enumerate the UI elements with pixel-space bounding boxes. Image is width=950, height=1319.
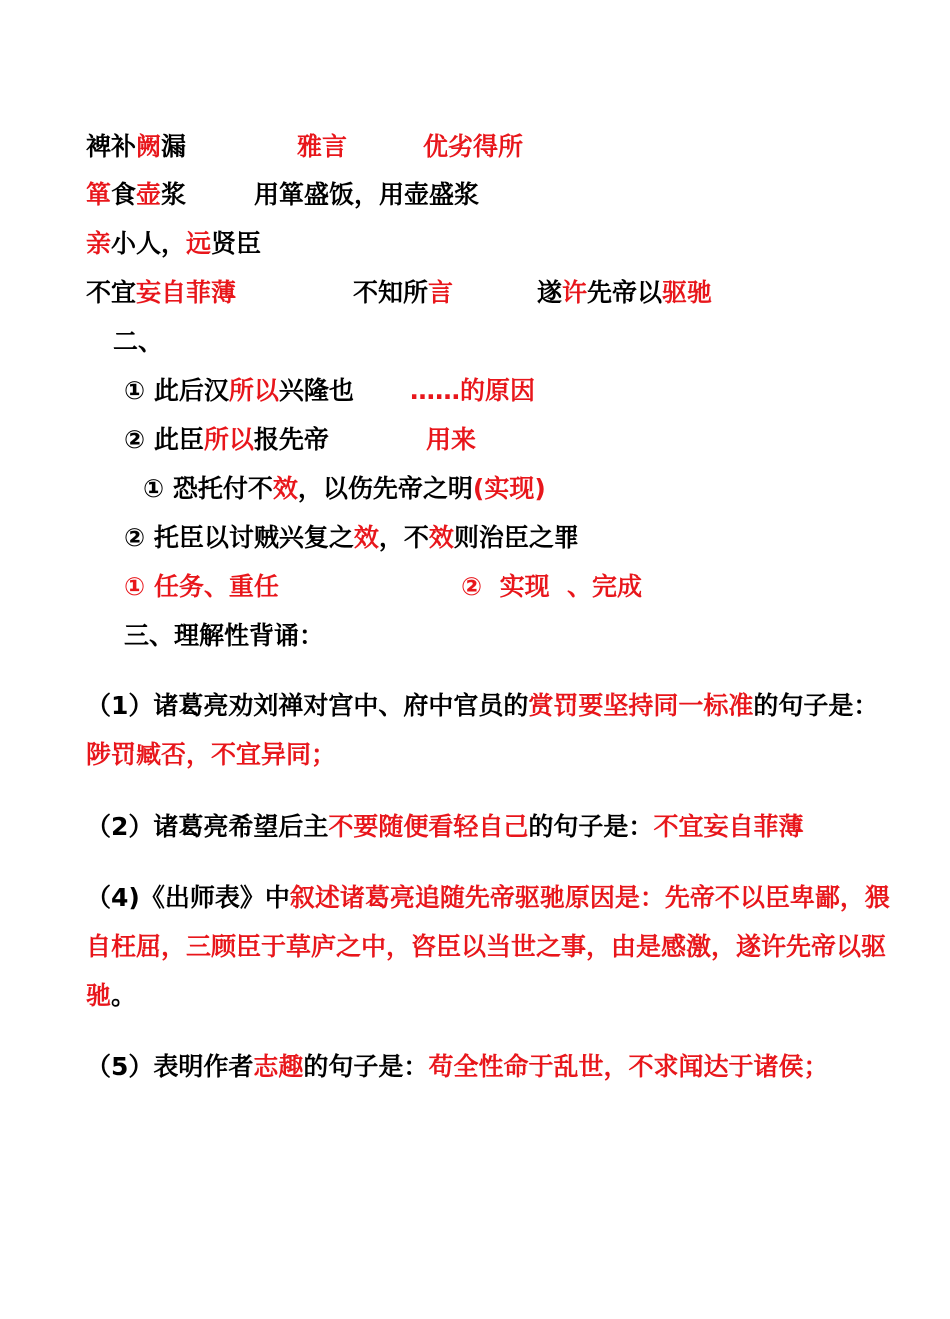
text-jiang: 浆 bbox=[161, 180, 187, 209]
text-xiao: 效 bbox=[272, 474, 298, 503]
text-bu: ，不 bbox=[378, 523, 429, 552]
q2-answer: 不宜妄自菲薄 bbox=[653, 812, 804, 841]
q2-suffix: 的句子是： bbox=[528, 812, 654, 841]
text-xiao-3: 效 bbox=[428, 523, 454, 552]
section-heading-two: 二、 bbox=[113, 327, 164, 356]
text-shixian-wancheng: ② 实现 、完成 bbox=[461, 572, 642, 601]
line-suoyi-1 bbox=[124, 374, 354, 408]
text-yayan: 雅言 bbox=[297, 132, 348, 161]
question-4 bbox=[86, 881, 890, 915]
text-de-yuanyin: ……的原因 bbox=[410, 376, 536, 405]
text-xu: 许 bbox=[562, 278, 588, 307]
text-baoxiandi: 报先帝 bbox=[253, 425, 329, 454]
q5-keyword: 志趣 bbox=[253, 1052, 304, 1081]
q4-answer-3 bbox=[86, 979, 136, 1013]
q1-prefix: （1）诸葛亮劝刘禅对宫中、府中官员的 bbox=[86, 691, 529, 720]
text-xiaoren: 小人， bbox=[111, 229, 187, 258]
line-xiao-1 bbox=[143, 472, 546, 506]
text-xinglongye: 兴隆也 bbox=[278, 376, 354, 405]
line-suixu bbox=[537, 276, 712, 310]
q2-keyword: 不要随便看轻自己 bbox=[328, 812, 529, 841]
text-kongtuofubu: ① 恐托付不 bbox=[143, 474, 273, 503]
text-buzhisuo: 不知所 bbox=[353, 278, 429, 307]
text-shi: 食 bbox=[111, 180, 137, 209]
line-buzhisuoyan bbox=[353, 276, 453, 310]
q4-keyword: 叙述诸葛亮追随先帝驱驰原因是： bbox=[289, 883, 665, 912]
text-sui: 遂 bbox=[537, 278, 563, 307]
q4-answer-3-text: 驰 bbox=[86, 981, 112, 1010]
line-xiao-2 bbox=[124, 521, 579, 555]
text-yonglai: 用来 bbox=[426, 425, 477, 454]
q4-prefix: （4)《出师表》中 bbox=[86, 883, 290, 912]
text-xianchen: 贤臣 bbox=[211, 229, 262, 258]
text-dan: 箪 bbox=[86, 180, 112, 209]
text-danshi-explanation: 用箪盛饭，用壶盛浆 bbox=[254, 180, 480, 209]
q4-period: 。 bbox=[111, 981, 137, 1010]
text-yan: 言 bbox=[428, 278, 454, 307]
line-suoyi-2 bbox=[124, 423, 329, 457]
question-1 bbox=[86, 689, 878, 723]
text-quchi: 驱驰 bbox=[662, 278, 713, 307]
q2-prefix: （2）诸葛亮希望后主 bbox=[86, 812, 329, 841]
q4-answer-1: 先帝不以臣卑鄙，猥 bbox=[664, 883, 890, 912]
text-hu: 壶 bbox=[136, 180, 162, 209]
text-tuochen: ② 托臣以讨贼兴复之 bbox=[124, 523, 354, 552]
text-renwu: ① 任务、重任 bbox=[124, 572, 279, 601]
text-xiao-2: 效 bbox=[353, 523, 379, 552]
text-yishang: ，以伤先帝之明 bbox=[297, 474, 473, 503]
question-5 bbox=[86, 1050, 828, 1084]
line-bubu bbox=[86, 130, 186, 164]
q5-answer: 苟全性命于乱世，不求闻达于诸侯； bbox=[428, 1052, 829, 1081]
text-bubu: 裨补 bbox=[86, 132, 137, 161]
text-suoyi: 所以 bbox=[228, 376, 279, 405]
text-youliedesuo: 优劣得所 bbox=[423, 132, 524, 161]
text-shixian: (实现) bbox=[472, 474, 546, 503]
section-heading-three: 三、理解性背诵： bbox=[124, 621, 325, 650]
text-wangzifeibo: 妄自菲薄 bbox=[136, 278, 237, 307]
text-que: 阙 bbox=[136, 132, 162, 161]
q1-keyword: 赏罚要坚持同一标准 bbox=[528, 691, 754, 720]
text-zezhichen: 则治臣之罪 bbox=[453, 523, 579, 552]
text-yuan: 远 bbox=[186, 229, 212, 258]
text-qin: 亲 bbox=[86, 229, 112, 258]
q4-answer-2: 自枉屈，三顾臣于草庐之中，咨臣以当世之事，由是感激，遂许先帝以驱 bbox=[86, 932, 887, 961]
line-buyi bbox=[86, 276, 236, 310]
text-xiandiyi: 先帝以 bbox=[587, 278, 663, 307]
text-cichen: ② 此臣 bbox=[124, 425, 204, 454]
line-qinxiaoren bbox=[86, 227, 261, 261]
text-suoyi-2: 所以 bbox=[203, 425, 254, 454]
q5-prefix: （5）表明作者 bbox=[86, 1052, 254, 1081]
text-lou: 漏 bbox=[161, 132, 187, 161]
text-cihouhan: ① 此后汉 bbox=[124, 376, 229, 405]
text-buyi: 不宜 bbox=[86, 278, 137, 307]
q1-answer: 陟罚臧否，不宜异同； bbox=[86, 740, 337, 769]
line-danshi bbox=[86, 178, 186, 212]
q5-suffix: 的句子是： bbox=[303, 1052, 429, 1081]
question-2 bbox=[86, 810, 803, 844]
q1-suffix: 的句子是： bbox=[753, 691, 879, 720]
